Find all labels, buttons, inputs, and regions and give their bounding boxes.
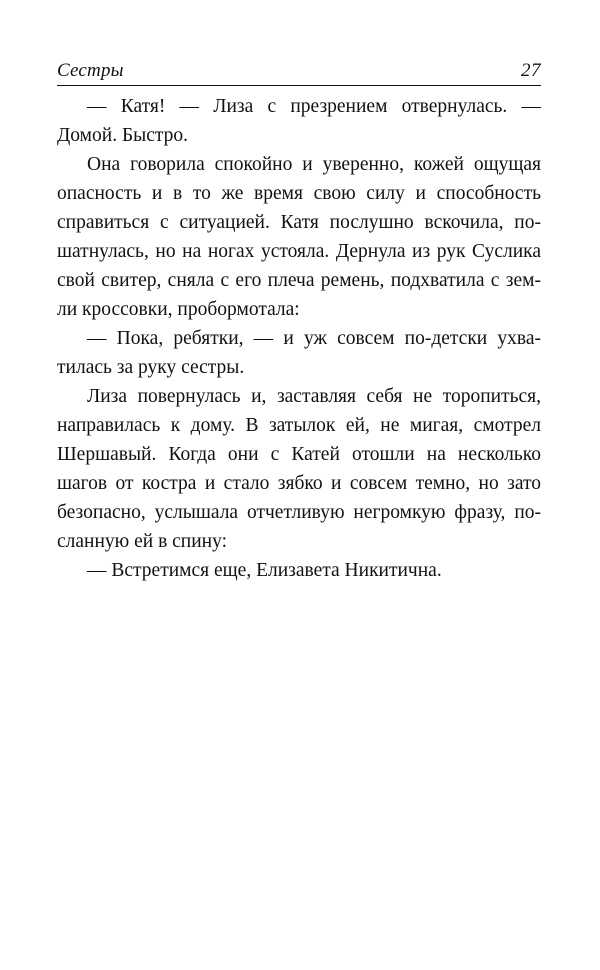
page-number: 27 bbox=[521, 60, 541, 81]
text-line: — Встретимся еще, Елизавета Никитична. bbox=[87, 560, 442, 581]
text-line: ли кроссовки, пробормотала: bbox=[57, 299, 300, 320]
text-line: шатнулась, но на ногах устояла. Дернула из рук Суслика bbox=[57, 241, 541, 262]
text-line: сланную ей в спину: bbox=[57, 531, 228, 552]
text-line: свой свитер, сняла с его плеча ремень, подхватила с зем- bbox=[57, 270, 541, 291]
text-line: шагов от костра и стало зябко и совсем темно, но зато bbox=[57, 473, 541, 494]
text-line: Лиза повернулась и, заставляя себя не торопиться, bbox=[87, 386, 541, 407]
text-line: — Пока, ребятки, — и уж совсем по-детски ухва- bbox=[87, 328, 541, 349]
text-line: опасность и в то же время свою силу и способность bbox=[57, 183, 541, 204]
text-line: направилась к дому. В затылок ей, не мигая, смотрел bbox=[57, 415, 541, 436]
text-line: справиться с ситуацией. Катя послушно вскочила, по- bbox=[57, 212, 541, 233]
book-page bbox=[57, 60, 541, 585]
text-line: — Катя! — Лиза с презрением отвернулась. — bbox=[87, 96, 541, 117]
text-line: тилась за руку сестры. bbox=[57, 357, 245, 378]
running-head bbox=[57, 60, 541, 86]
running-head-title: Сестры bbox=[57, 60, 124, 81]
body-text bbox=[57, 92, 541, 585]
text-line: Домой. Быстро. bbox=[57, 125, 189, 146]
text-line: безопасно, услышала отчетливую негромкую фразу, по- bbox=[57, 502, 541, 523]
text-line: Шершавый. Когда они с Катей отошли на несколько bbox=[57, 444, 541, 465]
text-line: Она говорила спокойно и уверенно, кожей ощущая bbox=[87, 154, 541, 175]
